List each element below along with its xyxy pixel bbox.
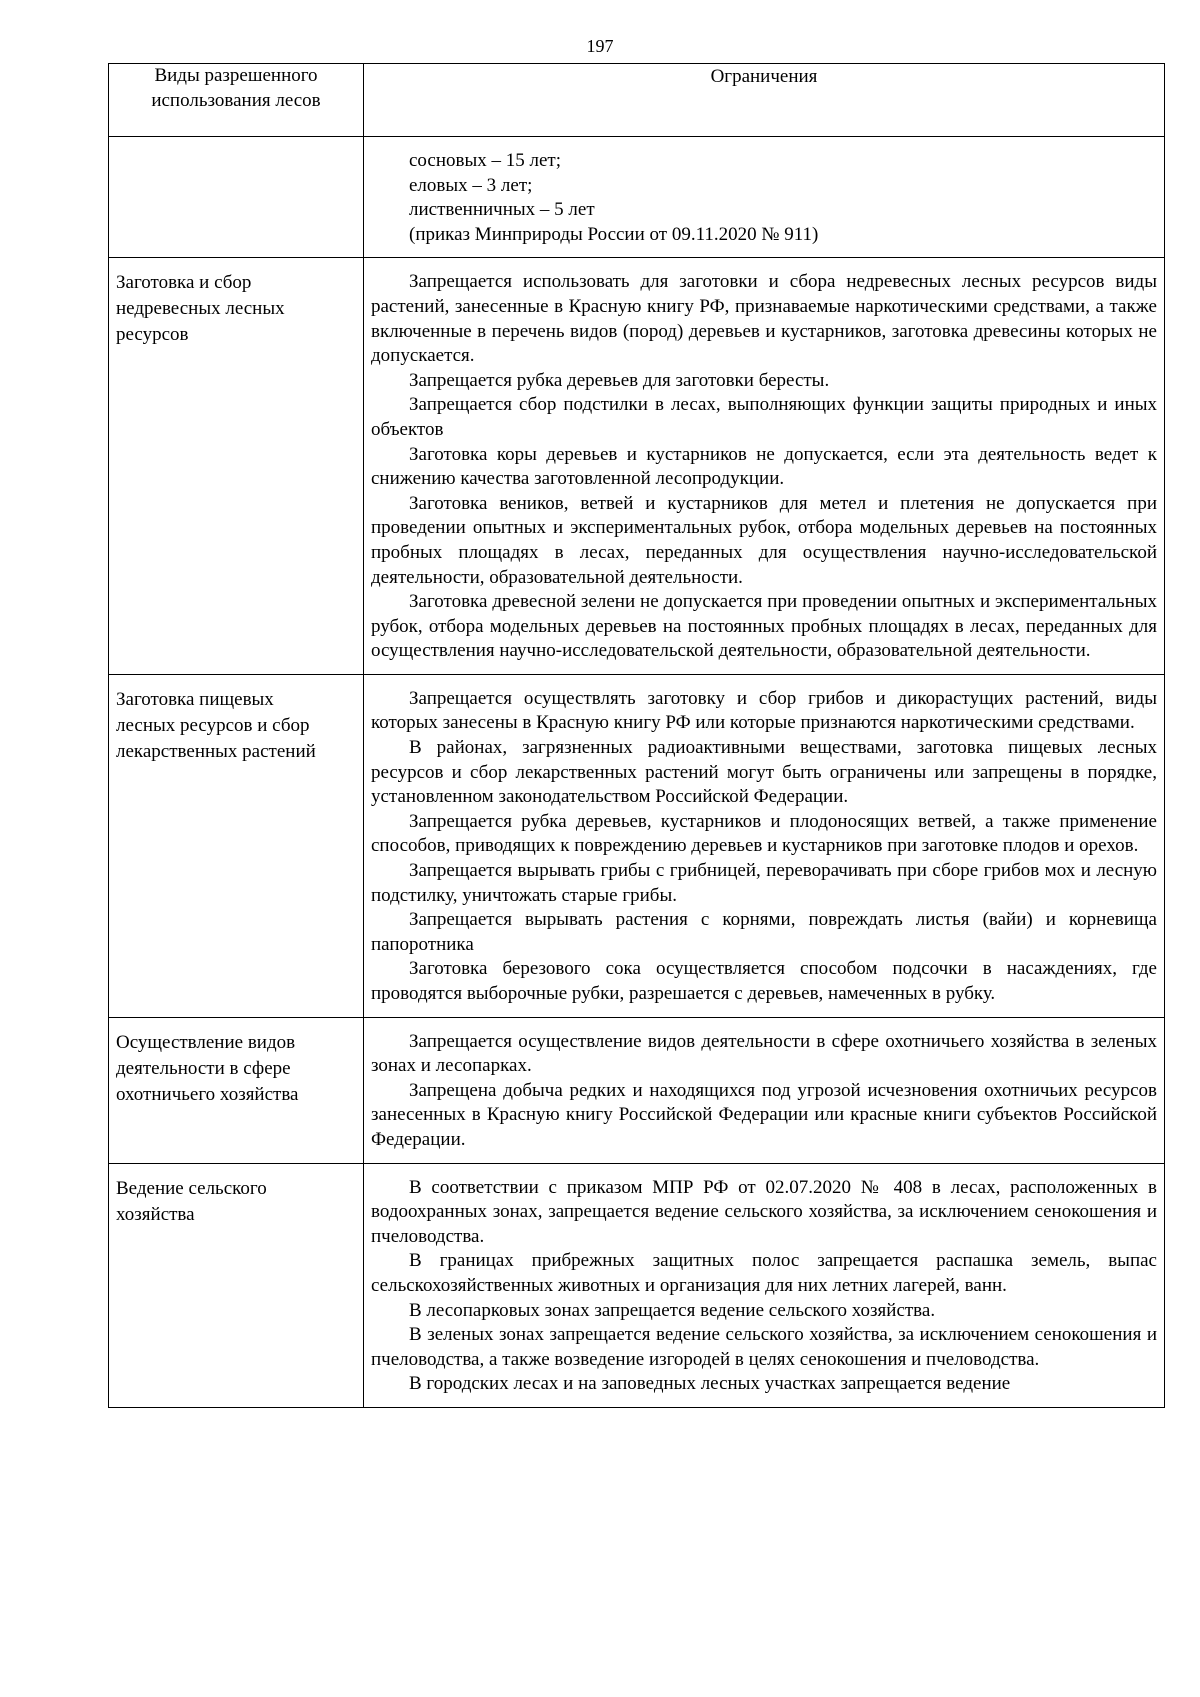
table-row <box>109 1017 1165 1163</box>
usage-type-line: хозяйства <box>116 1203 195 1225</box>
restrictions-cell <box>364 1163 1165 1407</box>
usage-type-cell <box>109 1017 364 1163</box>
restriction-paragraph: Заготовка древесной зелени не допускается при проведении опытных и экспериментальных рубок, отбора модельных деревьев на постоянных пробных площадях в лесах, переданных для осуществления научно-исследовательской деятельности, образовательной деятельности. <box>371 591 1157 662</box>
header-restrictions: Ограничения <box>364 64 1165 137</box>
restriction-line: (приказ Минприроды России от 09.11.2020 № 911) <box>409 223 819 245</box>
usage-type-line: охотничьего хозяйства <box>116 1083 299 1105</box>
restriction-paragraph: Запрещена добыча редких и находящихся под угрозой исчезновения охотничьих ресурсов занесенных в Красную книгу Российской Федерации или красные книги субъектов Российской Федерации. <box>371 1079 1157 1150</box>
restrictions-cell <box>364 1017 1165 1163</box>
usage-type-line: Заготовка пищевых <box>116 688 274 710</box>
header-line: Виды разрешенного <box>154 65 318 86</box>
restriction-paragraph: В зеленых зонах запрещается ведение сельского хозяйства, за исключением сенокошения и пчеловодства, а также возведение изгородей в целях сенокошения и пчеловодства. <box>371 1324 1157 1370</box>
restriction-paragraph: В городских лесах и на заповедных лесных участках запрещается ведение <box>409 1373 1011 1395</box>
header-line: использования лесов <box>151 89 321 111</box>
usage-type-cell <box>109 1163 364 1407</box>
usage-type-line: ресурсов <box>116 324 189 346</box>
page-number: 197 <box>586 36 614 56</box>
restrictions-table <box>108 63 1165 1408</box>
restriction-paragraph: Запрещается рубка деревьев, кустарников и плодоносящих ветвей, а также применение способов, приводящих к повреждению деревьев и кустарников при заготовке плодов и орехов. <box>371 810 1157 857</box>
usage-type-line: лекарственных растений <box>116 740 316 762</box>
restriction-paragraph: Запрещается вырывать растения с корнями, повреждать листья (вайи) и корневища папоротника <box>371 909 1157 955</box>
restriction-paragraph: В лесопарковых зонах запрещается ведение сельского хозяйства. <box>409 1299 936 1321</box>
table-row <box>109 258 1165 675</box>
usage-type-line: недревесных лесных <box>116 298 285 320</box>
restriction-paragraph: В соответствии с приказом МПР РФ от 02.07.2020 № 408 в лесах, расположенных в водоохранных зонах, запрещается ведение сельского хозяйства, за исключением сенокошения и пчеловодства. <box>371 1176 1157 1247</box>
table-row <box>109 1163 1165 1407</box>
restriction-paragraph: Запрещается использовать для заготовки и сбора недревесных лесных ресурсов виды растений, занесенные в Красную книгу РФ, признаваемые наркотическими средствами, а также включенные в перечень видов (пород) деревьев и кустарников, заготовка древесины которых не допускается. <box>371 271 1157 367</box>
table-body <box>109 137 1165 1408</box>
usage-type-line: Осуществление видов <box>116 1031 296 1053</box>
restriction-line: сосновых – 15 лет; <box>409 150 561 171</box>
restriction-paragraph: В границах прибрежных защитных полос запрещается распашка земель, выпас сельскохозяйственных животных и организация для них летних лагерей, ванн. <box>371 1250 1157 1296</box>
table-row <box>109 137 1165 258</box>
restriction-line: еловых – 3 лет; <box>409 174 533 196</box>
usage-type-cell <box>109 674 364 1017</box>
restriction-paragraph: Запрещается осуществлять заготовку и сбор грибов и дикорастущих растений, виды которых занесены в Красную книгу РФ или которые признаются наркотическими средствами. <box>371 687 1157 734</box>
table-row <box>109 674 1165 1017</box>
restrictions-cell <box>364 137 1165 258</box>
restriction-paragraph: В районах, загрязненных радиоактивными веществами, заготовка пищевых лесных ресурсов и сбор лекарственных растений могут быть ограничены или запрещены в порядке, установленном законодательством Российской Федерации. <box>371 737 1157 808</box>
usage-type-cell <box>109 137 364 258</box>
restriction-paragraph: Запрещается вырывать грибы с грибницей, переворачивать при сборе грибов мох и лесную подстилку, уничтожать старые грибы. <box>371 860 1157 906</box>
restriction-paragraph: Заготовка веников, ветвей и кустарников для метел и плетения не допускается при проведении опытных и экспериментальных рубок, отбора модельных деревьев на постоянных пробных площадях в лесах, переданных для осуществления научно-исследовательской деятельности, образовательной деятельности. <box>371 492 1157 588</box>
usage-type-line: Ведение сельского <box>116 1177 267 1199</box>
restriction-paragraph: Заготовка березового сока осуществляется способом подсочки в насаждениях, где проводятся выборочные рубки, разрешается с деревьев, намеченных в рубку. <box>371 958 1157 1004</box>
restrictions-cell <box>364 258 1165 675</box>
restriction-line: лиственничных – 5 лет <box>409 199 595 221</box>
header-permitted-uses <box>109 64 364 137</box>
restriction-paragraph: Запрещается рубка деревьев для заготовки бересты. <box>409 369 830 391</box>
restriction-paragraph: Запрещается осуществление видов деятельности в сфере охотничьего хозяйства в зеленых зонах и лесопарках. <box>371 1030 1157 1077</box>
restrictions-cell <box>364 674 1165 1017</box>
table-header-row <box>109 64 1165 137</box>
restriction-paragraph: Заготовка коры деревьев и кустарников не допускается, если эта деятельность ведет к снижению качества заготовленной лесопродукции. <box>371 443 1157 490</box>
usage-type-line: деятельности в сфере <box>116 1057 291 1079</box>
usage-type-cell <box>109 258 364 675</box>
usage-type-line: Заготовка и сбор <box>116 272 252 294</box>
usage-type-line: лесных ресурсов и сбор <box>116 714 310 736</box>
restriction-paragraph: Запрещается сбор подстилки в лесах, выполняющих функции защиты природных и иных объектов <box>371 394 1157 440</box>
